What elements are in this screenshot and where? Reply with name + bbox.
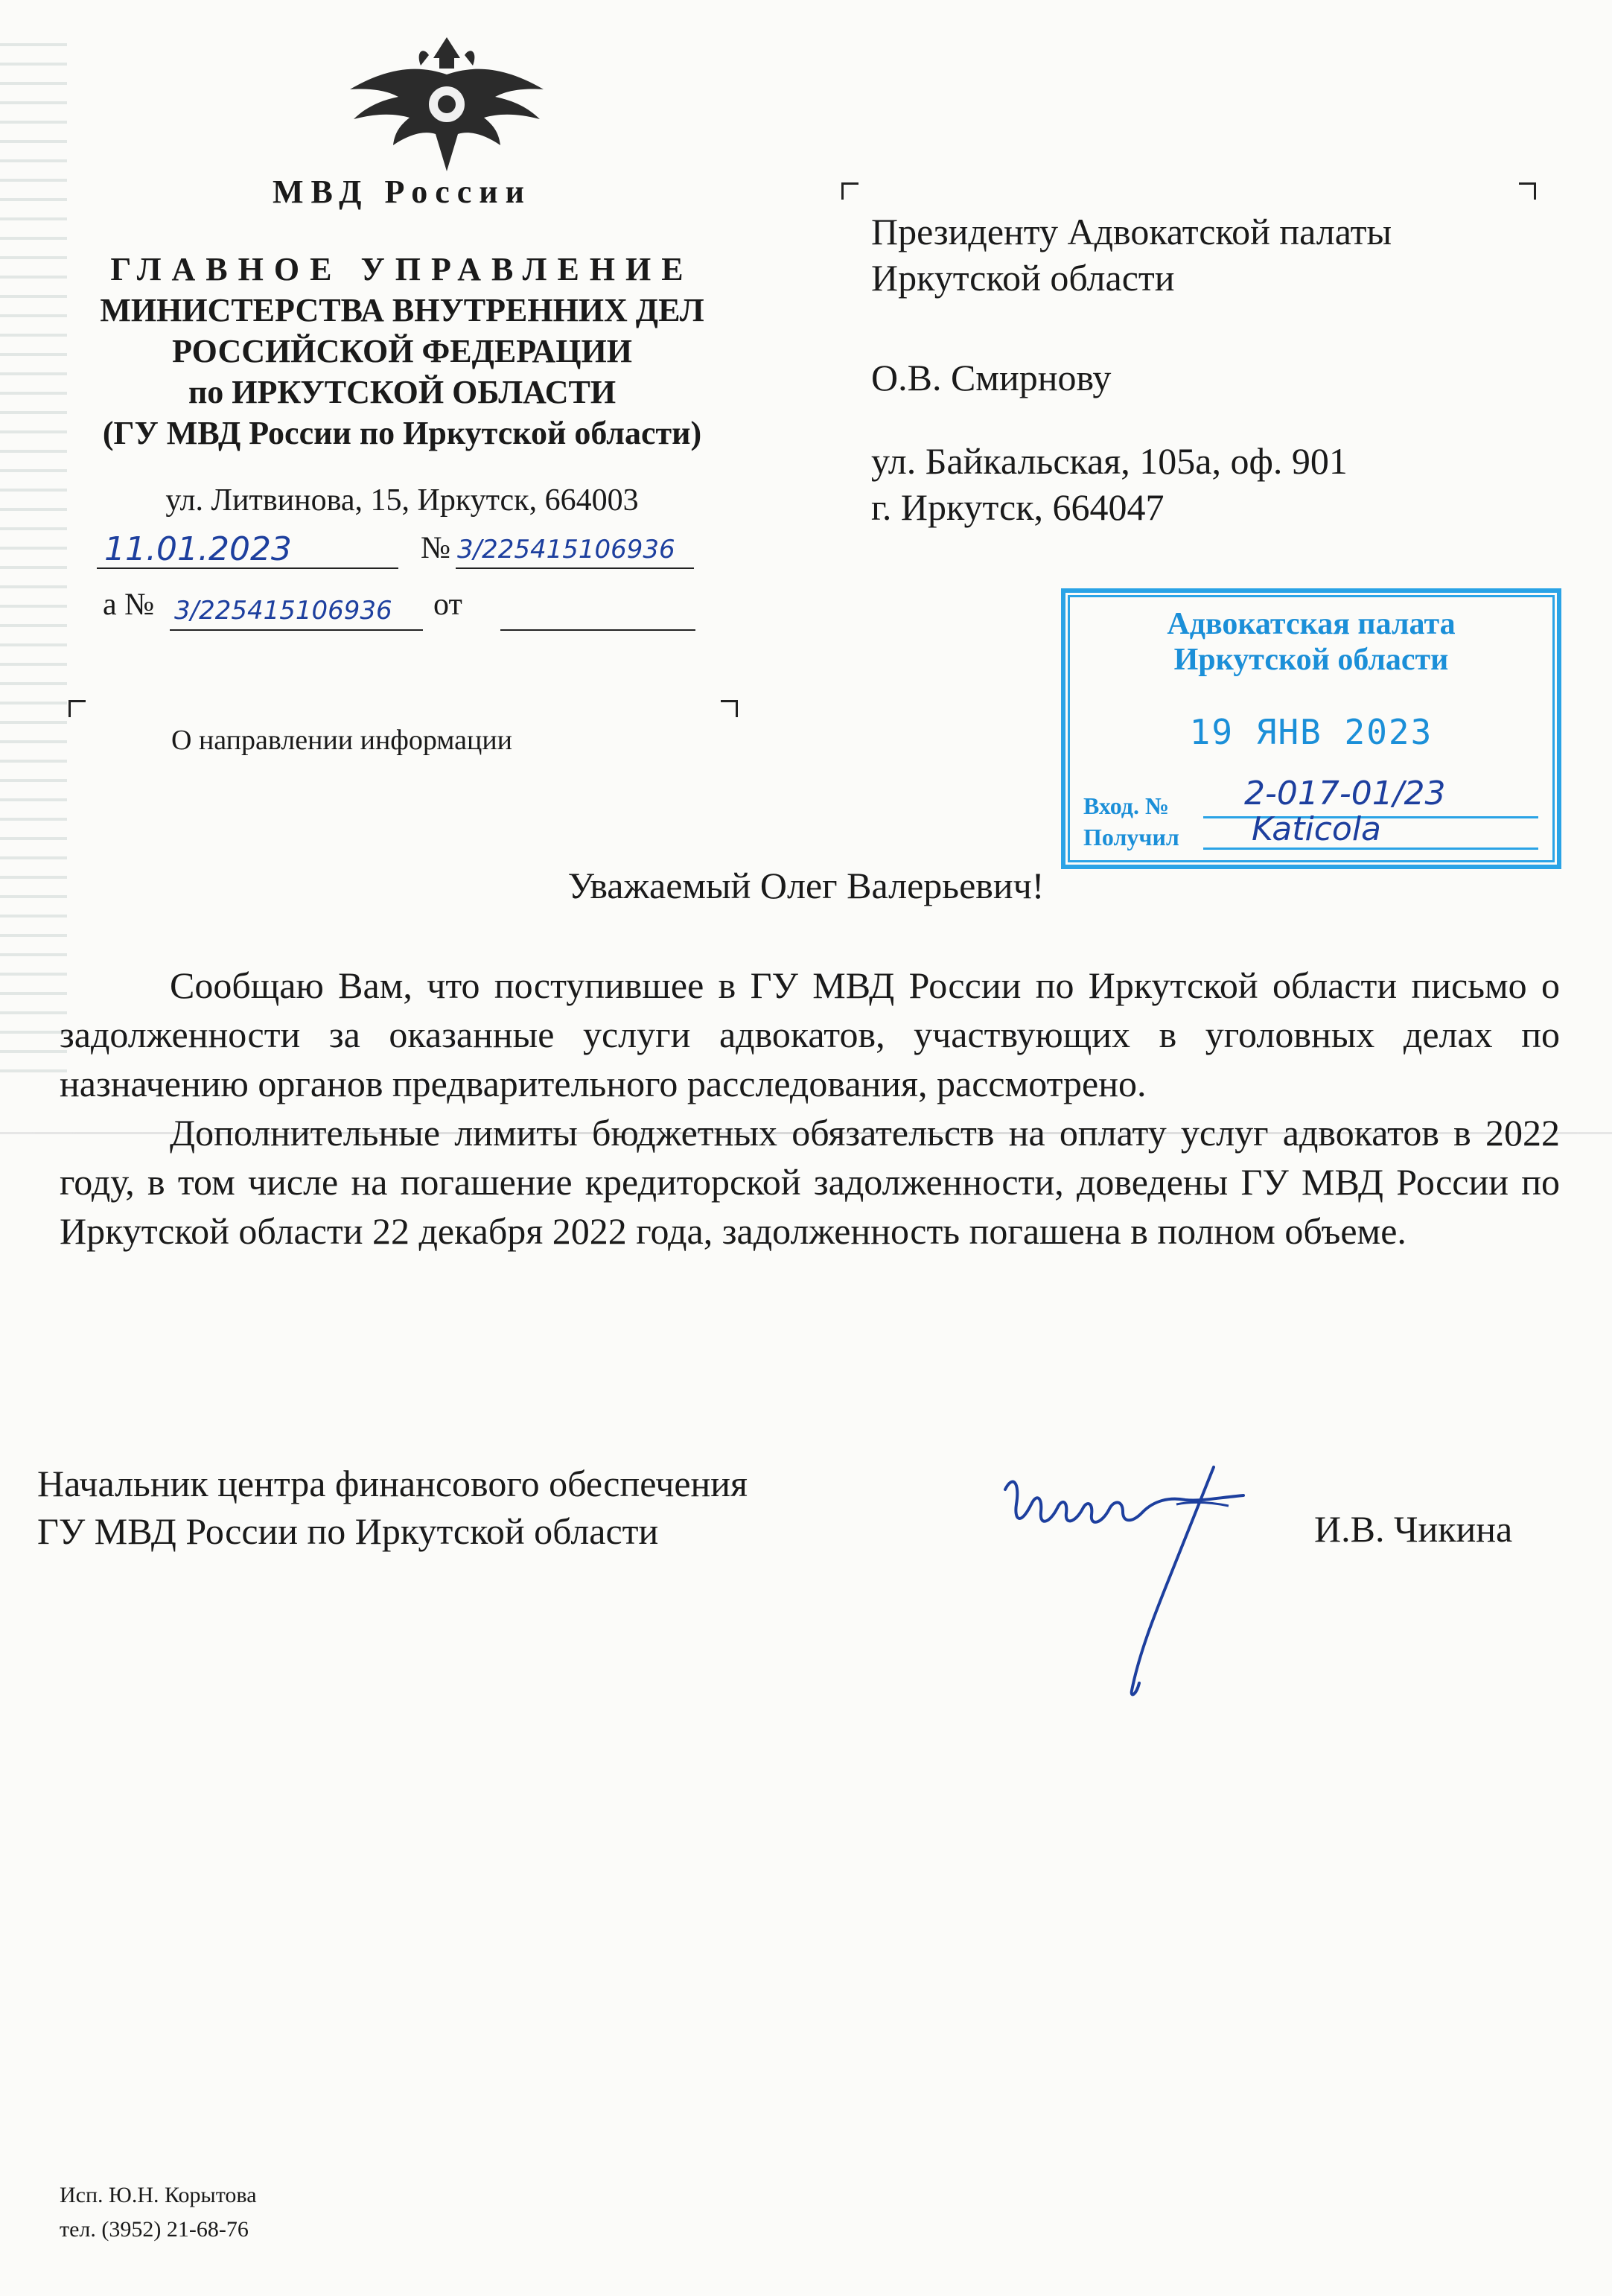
handwritten-signature-icon [990,1460,1258,1705]
recipient-corner-left [841,182,858,200]
recipient-line-1: Президенту Адвокатской палаты [871,211,1392,252]
stamp-date: 19 ЯНВ 2023 [1189,712,1433,752]
reg-no: 3/225415106936 [457,535,675,565]
body-paragraph-1: Сообщаю Вам, что поступившее в ГУ МВД России по Иркутской области письмо о задолженности за оказанные услуги адвокатов, участвующих в уголовных делах по назначению органов предварительного расследования, рассмотрено. [60,964,1560,1104]
signatory-title-1: Начальник центра финансового обеспечения [37,1463,748,1504]
reg-no-label: № [421,531,451,565]
incoming-stamp [1061,588,1561,869]
signatory-name: И.В. Чикина [1314,1508,1513,1550]
signatory-title [37,1460,748,1555]
organization-name [45,249,759,454]
stamp-title [1065,606,1557,678]
ministry-short-name: МВД России [272,174,532,210]
sender-address: ул. Литвинова, 15, Иркутск, 664003 [165,483,639,518]
ref-prefix: а № [103,588,155,622]
org-line-2: МИНИСТЕРСТВА ВНУТРЕННИХ ДЕЛ [100,292,704,328]
recipient-address-1: ул. Байкальская, 105а, оф. 901 [871,440,1348,482]
greeting: Уважаемый Олег Валерьевич! [567,865,1045,906]
executor-phone: тел. (3952) 21-68-76 [60,2217,249,2242]
stamp-got-label: Получил [1083,824,1179,850]
stamp-line-2: Иркутской области [1173,643,1449,677]
stamp-in-label: Вход. № [1083,792,1170,819]
recipient-address-2: г. Иркутск, 664047 [871,486,1165,528]
reg-date: 11.01.2023 [104,530,292,568]
org-line-1: ГЛАВНОЕ УПРАВЛЕНИЕ [110,251,694,287]
org-line-4: по ИРКУТСКОЙ ОБЛАСТИ [188,374,617,410]
ref-no: 3/225415106936 [174,596,392,626]
subject-corner-right [721,700,738,717]
executor-name: Исп. Ю.Н. Корытова [60,2183,257,2207]
stamp-got-name: Katicola [1252,810,1382,848]
ref-date-line [500,592,695,631]
executor-info [60,2178,257,2247]
recipient-line-2: Иркутской области [871,257,1175,299]
stamp-in-no: 2-017-01/23 [1244,775,1446,812]
letter-body [60,961,1560,1256]
org-line-3: РОССИЙСКОЙ ФЕДЕРАЦИИ [172,333,632,369]
recipient-corner-right [1519,182,1536,200]
subject-corner-left [69,700,86,717]
recipient-block [871,209,1392,530]
ref-from-label: от [433,588,462,622]
stamp-line-1: Адвокатская палата [1167,607,1456,641]
body-paragraph-2: Дополнительные лимиты бюджетных обязательств на оплату услуг адвокатов в 2022 году, в том числе на погашение кредиторской задолженности, доведены ГУ МВД России по Иркутской области 22 декабря 2022 года, задолженность погашена в полном объеме. [60,1112,1560,1252]
recipient-name: О.В. Смирнову [871,357,1112,398]
letter-subject: О направлении информации [171,725,513,756]
double-headed-eagle-emblem-icon [335,22,558,179]
org-line-5: (ГУ МВД России по Иркутской области) [102,415,702,451]
signatory-title-2: ГУ МВД России по Иркутской области [37,1510,659,1552]
